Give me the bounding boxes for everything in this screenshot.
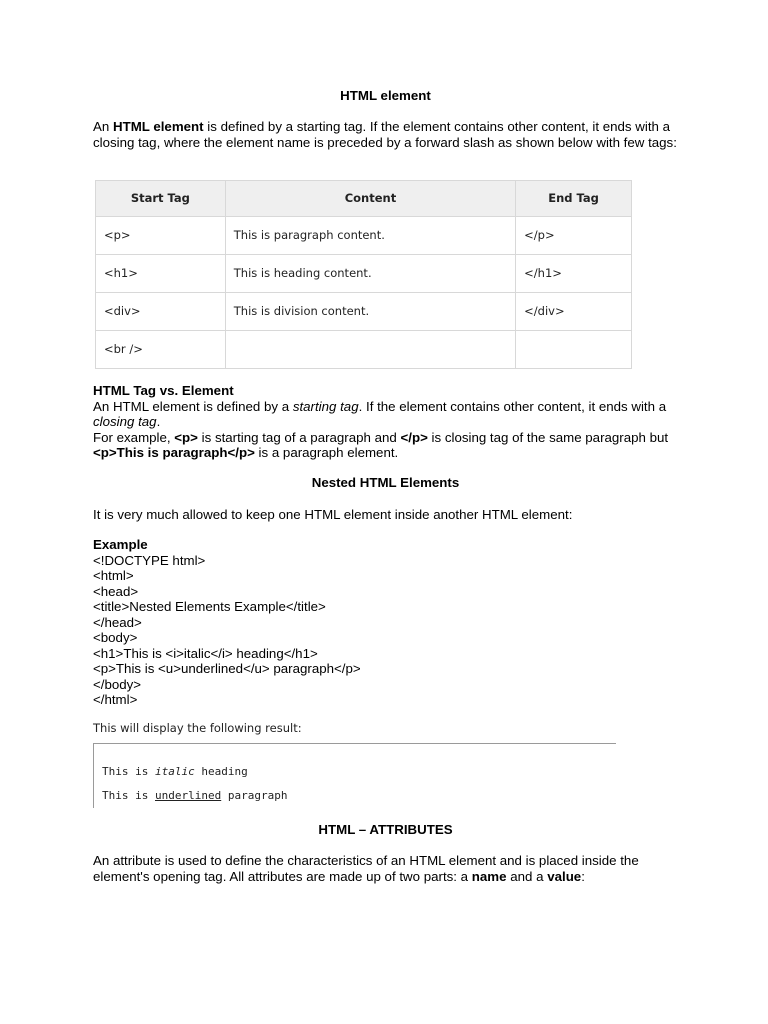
result-line-heading	[102, 764, 248, 780]
code-line: <body>	[93, 630, 138, 645]
text: This is	[102, 789, 155, 802]
text: is starting tag of a paragraph and	[197, 429, 401, 445]
bold-text: </p>	[400, 429, 428, 445]
table-cell	[225, 331, 515, 369]
example-block	[93, 537, 678, 708]
table-cell: <h1>	[96, 255, 226, 293]
code-line: <!DOCTYPE html>	[93, 552, 206, 568]
italic-text: closing tag	[93, 414, 157, 429]
bold-text: name	[471, 868, 507, 884]
text: An HTML element is defined by a	[93, 398, 293, 414]
text: This is	[102, 765, 155, 778]
text: and a	[506, 868, 548, 884]
italic-text: starting tag	[292, 398, 359, 414]
column-header: Content	[225, 181, 515, 217]
code-line: </body>	[93, 676, 142, 692]
code-line: <p>This is <u>underlined</u> paragraph</p>	[93, 661, 361, 676]
text: .	[156, 414, 161, 429]
table-cell: <br />	[96, 331, 226, 369]
result-caption: This will display the following result:	[93, 721, 302, 735]
table-row	[96, 293, 632, 331]
intro-bold: HTML element	[112, 119, 204, 134]
table-cell: This is heading content.	[225, 255, 515, 293]
result-line-paragraph	[102, 788, 287, 804]
tag-vs-element-paragraph	[93, 399, 678, 430]
table-cell: <p>	[96, 217, 226, 255]
bold-text: <p>	[174, 429, 198, 445]
code-line: </head>	[93, 614, 142, 630]
table-row	[96, 331, 632, 369]
text: is a paragraph element.	[254, 445, 399, 460]
intro-paragraph	[93, 119, 678, 150]
table-cell: <div>	[96, 293, 226, 331]
underlined-text: underlined	[154, 789, 222, 802]
intro-text: is defined by a starting tag. If the element contains other content, it ends with a closing tag, where the element name is preceded by a forward slash as shown below with few tags:	[93, 119, 677, 150]
example-paragraph	[93, 430, 678, 461]
tag-vs-element-section	[93, 383, 678, 461]
table-row	[96, 255, 632, 293]
tag-table	[95, 180, 632, 369]
code-line: <head>	[93, 583, 139, 599]
text: . If the element contains other content, it ends with a	[358, 398, 667, 414]
page-title: HTML element	[340, 88, 431, 103]
text: is closing tag of the same paragraph but	[427, 429, 669, 445]
bold-text: value	[547, 868, 582, 884]
code-line: <title>Nested Elements Example</title>	[93, 599, 326, 614]
section-heading: HTML Tag vs. Element	[93, 383, 234, 398]
nested-paragraph: It is very much allowed to keep one HTML element inside another HTML element:	[93, 507, 573, 522]
code-line: </html>	[93, 692, 138, 707]
column-header: End Tag	[516, 181, 632, 217]
italic-text: italic	[154, 765, 195, 778]
code-line: <html>	[93, 568, 134, 583]
table-cell: This is paragraph content.	[225, 217, 515, 255]
table-cell: </div>	[516, 293, 632, 331]
text: An attribute is used to define the characteristics of an HTML element and is placed inside the element's opening tag. All attributes are made up of two parts: a	[93, 853, 639, 884]
attributes-paragraph	[93, 853, 678, 884]
table-cell: This is division content.	[225, 293, 515, 331]
table-cell: </p>	[516, 217, 632, 255]
result-preview	[93, 743, 616, 808]
table-row	[96, 217, 632, 255]
text: heading	[194, 765, 248, 778]
intro-text: An	[93, 119, 113, 134]
text: For example,	[93, 429, 175, 445]
column-header: Start Tag	[96, 181, 226, 217]
section-heading-attributes: HTML – ATTRIBUTES	[318, 822, 453, 837]
table-header-row	[96, 181, 632, 217]
text: paragraph	[221, 789, 288, 802]
table-cell: </h1>	[516, 255, 632, 293]
code-line: <h1>This is <i>italic</i> heading</h1>	[93, 645, 318, 661]
bold-text: <p>This is paragraph</p>	[93, 445, 255, 460]
example-label: Example	[93, 537, 148, 552]
table-cell	[516, 331, 632, 369]
section-heading-nested: Nested HTML Elements	[311, 475, 460, 490]
text: :	[581, 868, 585, 884]
